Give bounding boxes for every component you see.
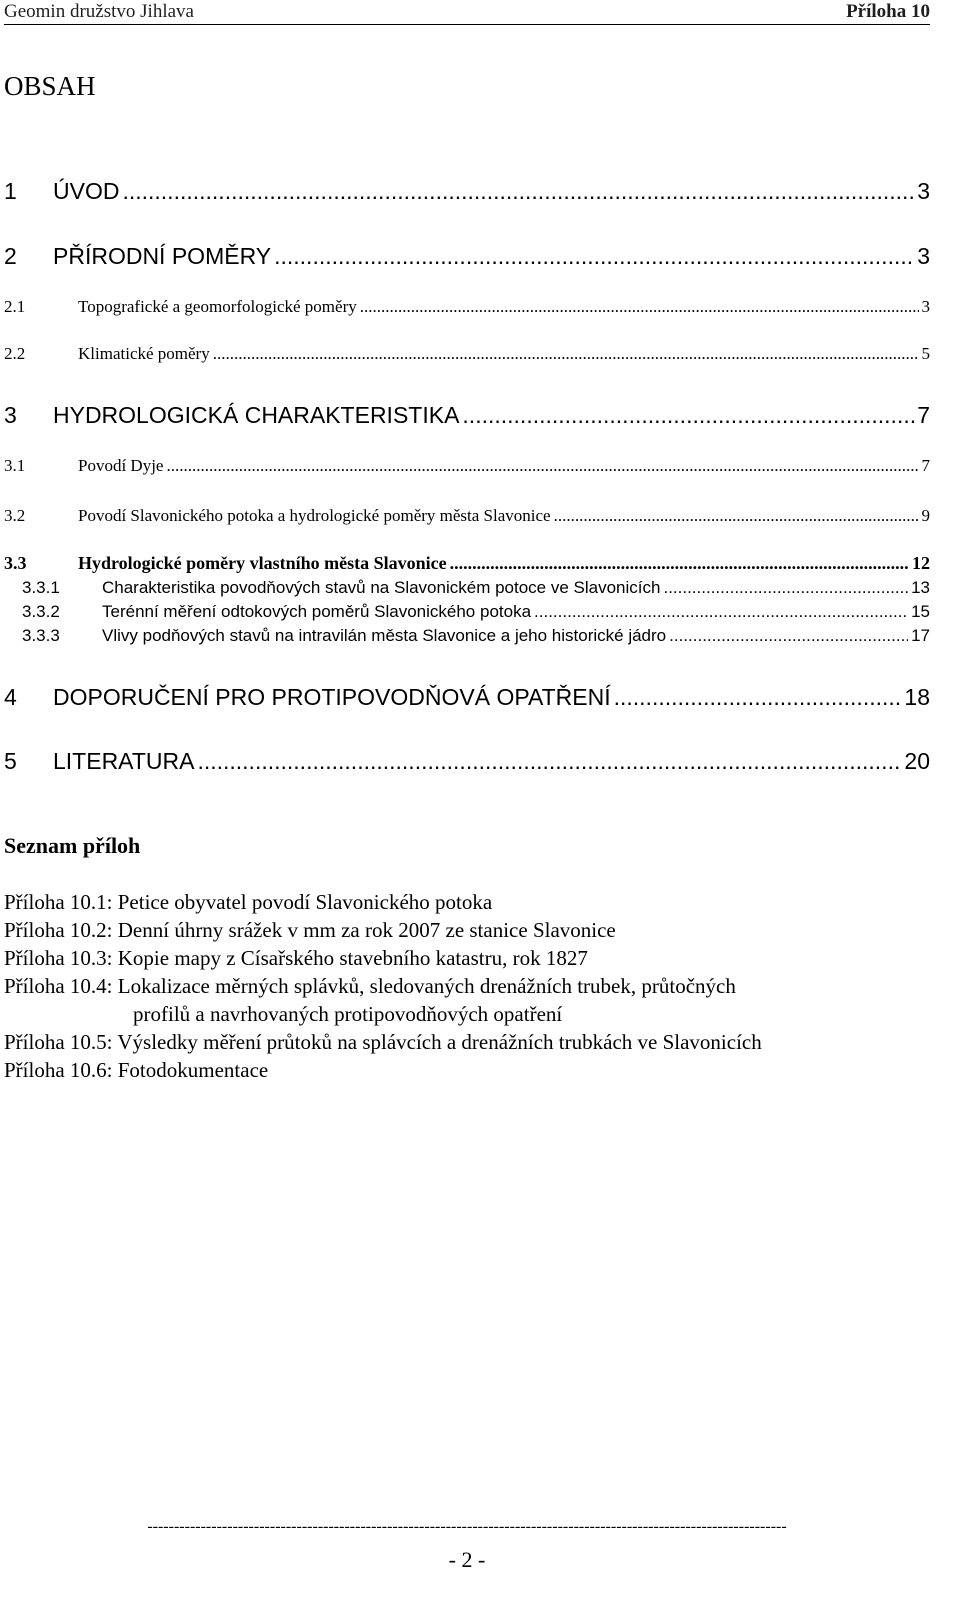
toc-entry-title: HYDROLOGICKÁ CHARAKTERISTIKA xyxy=(53,402,460,428)
toc-entry-page: 7 xyxy=(921,456,930,475)
toc-entry[interactable] xyxy=(4,343,930,365)
toc-entry-number: 3 xyxy=(4,402,17,428)
annex-item xyxy=(4,1056,268,1084)
toc-entry[interactable] xyxy=(22,577,930,599)
header-company: Geomin družstvo Jihlava xyxy=(4,1,194,22)
toc-leader-dots xyxy=(360,296,919,318)
toc-entry-page: 9 xyxy=(921,506,930,525)
toc-leader-dots xyxy=(614,682,902,712)
toc-entry-title: Povodí Dyje xyxy=(78,456,164,475)
footer-divider: ------------------------------------------------------------------------------------------------------------------------ xyxy=(147,1518,787,1535)
toc-entry[interactable] xyxy=(4,241,930,271)
toc-entry-title: ÚVOD xyxy=(53,178,120,204)
toc-leader-dots xyxy=(213,343,919,365)
toc-leader-dots xyxy=(663,577,908,599)
annex-item-text: Příloha 10.3: Kopie mapy z Císařského stavebního katastru, rok 1827 xyxy=(4,946,588,970)
toc-leader-dots xyxy=(166,455,918,477)
annex-item xyxy=(4,944,588,972)
header-annex-label: Příloha 10 xyxy=(846,1,930,22)
toc-entry-number: 3.2 xyxy=(4,506,26,525)
annex-item xyxy=(4,888,492,916)
toc-entry-title: Terénní měření odtokových poměrů Slavonického potoka xyxy=(102,602,532,621)
annex-item xyxy=(4,972,736,1028)
annex-item-continuation: profilů a navrhovaných protipovodňových opatření xyxy=(133,1002,563,1026)
toc-entry-number: 4 xyxy=(4,684,17,710)
toc-leader-dots xyxy=(462,400,914,430)
toc-entry-title: Povodí Slavonického potoka a hydrologické poměry města Slavonice xyxy=(78,506,551,525)
toc-entry[interactable] xyxy=(4,176,930,206)
annex-item-text: Příloha 10.6: Fotodokumentace xyxy=(4,1058,269,1082)
toc-leader-dots xyxy=(450,552,909,574)
annex-item xyxy=(4,916,616,944)
toc-entry[interactable] xyxy=(4,400,930,430)
toc-leader-dots xyxy=(197,746,901,776)
toc-entry-number: 3.3.2 xyxy=(22,602,60,621)
annex-item-text: Příloha 10.2: Denní úhrny srážek v mm za rok 2007 ze stanice Slavonice xyxy=(4,918,616,942)
annex-item xyxy=(4,1028,762,1056)
toc-leader-dots xyxy=(534,601,908,623)
toc-entry-page: 3 xyxy=(921,297,930,316)
toc-entry[interactable] xyxy=(22,601,930,623)
toc-entry-number: 5 xyxy=(4,748,17,774)
toc-entry[interactable] xyxy=(4,552,930,574)
toc-entry-page: 13 xyxy=(911,578,930,597)
toc-leader-dots xyxy=(274,241,914,271)
page-header xyxy=(4,0,930,25)
toc-entry-title: LITERATURA xyxy=(53,748,195,774)
toc-entry-page: 7 xyxy=(917,402,930,428)
annex-list-title: Seznam příloh xyxy=(4,833,141,858)
toc-entry-page: 3 xyxy=(917,178,930,204)
toc-title: OBSAH xyxy=(4,71,96,101)
toc-entry-page: 17 xyxy=(911,626,930,645)
toc-entry[interactable] xyxy=(4,746,930,776)
toc-entry-page: 3 xyxy=(917,243,930,269)
toc-entry-title: Klimatické poměry xyxy=(78,344,210,363)
toc-entry-title: Topografické a geomorfologické poměry xyxy=(78,297,357,316)
toc-entry[interactable] xyxy=(4,505,930,527)
toc-entry[interactable] xyxy=(4,455,930,477)
toc-entry[interactable] xyxy=(22,625,930,647)
toc-entry-title: PŘÍRODNÍ POMĚRY xyxy=(53,243,272,269)
annex-item-text: Příloha 10.5: Výsledky měření průtoků na splávcích a drenážních trubkách ve Slavonicích xyxy=(4,1030,762,1054)
annex-item-text: Příloha 10.4: Lokalizace měrných splávků, sledovaných drenážních trubek, průtočných xyxy=(4,974,736,998)
toc-leader-dots xyxy=(669,625,908,647)
toc-leader-dots xyxy=(122,176,914,206)
toc-entry-title: Hydrologické poměry vlastního města Slavonice xyxy=(78,553,447,573)
toc-entry-title: Charakteristika povodňových stavů na Slavonickém potoce ve Slavonicích xyxy=(102,578,661,597)
toc-entry-number: 3.3.1 xyxy=(22,578,60,597)
toc-entry-page: 12 xyxy=(912,553,930,573)
page-number: - 2 - xyxy=(448,1547,486,1572)
toc-entry-page: 18 xyxy=(904,684,930,710)
toc-entry-title: DOPORUČENÍ PRO PROTIPOVODŇOVÁ OPATŘENÍ xyxy=(53,684,611,710)
toc-entry-page: 15 xyxy=(911,602,930,621)
toc-entry-title: Vlivy podňových stavů na intravilán města Slavonice a jeho historické jádro xyxy=(102,626,667,645)
toc-entry-page: 5 xyxy=(921,344,930,363)
toc-entry-number: 2.1 xyxy=(4,297,26,316)
toc-entry[interactable] xyxy=(4,296,930,318)
toc-entry-number: 3.3 xyxy=(4,553,27,573)
toc-entry-number: 3.3.3 xyxy=(22,626,60,645)
toc-entry-number: 2 xyxy=(4,243,17,269)
toc-entry[interactable] xyxy=(4,682,930,712)
toc-entry-number: 3.1 xyxy=(4,456,26,475)
toc-entry-number: 1 xyxy=(4,178,17,204)
toc-entry-number: 2.2 xyxy=(4,344,26,363)
annex-item-text: Příloha 10.1: Petice obyvatel povodí Slavonického potoka xyxy=(4,890,493,914)
toc-leader-dots xyxy=(554,505,919,527)
toc-entry-page: 20 xyxy=(904,748,930,774)
